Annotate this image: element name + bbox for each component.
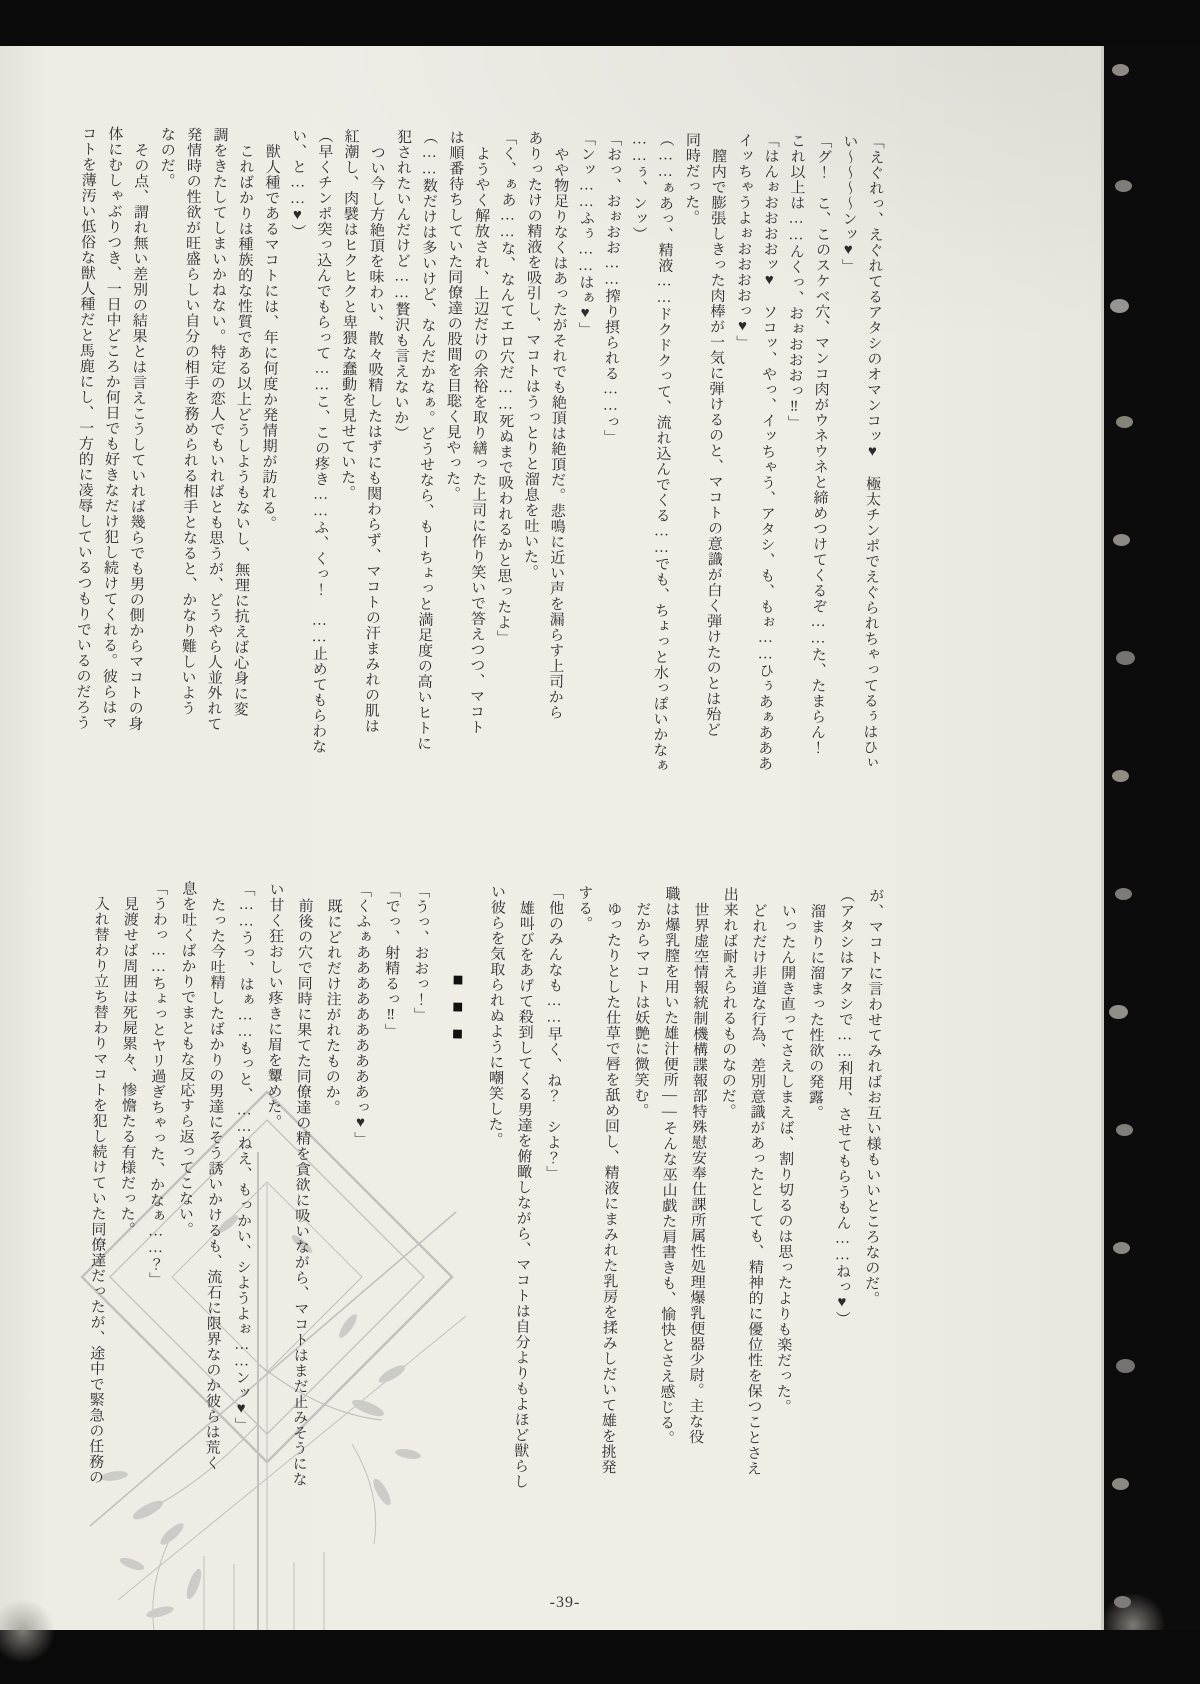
text-column: ようやく解放され、上辺だけの余裕を取り繕った上司に作り笑いで答えつつ、マコト (467, 145, 491, 735)
text-column: 膣内で膨張しきった肉棒が一気に弾けるのと、マコトの意識が白く弾けたのとは殆ど (704, 147, 727, 737)
right-page-edge (1104, 0, 1200, 1684)
text-column: 溜まりに溜まった性欲の発露。 (806, 902, 825, 1120)
text-column: （……ぁあっ、精液……ドクドクって、流れ込んでくる……でも、ちょっと水っぽいかなぁ (651, 131, 675, 774)
text-column: こればかりは種族的な性質である以上どうしようもないし、無理に抗えば心身に変 (231, 142, 254, 717)
text-column: 見渡せば周囲は死屍累々、惨憺たる有様だった。 (118, 895, 138, 1237)
text-column: やや物足りなくはあったがそれでも絶頂は絶頂だ。悲鳴に近い声を漏らす上司から (546, 145, 569, 720)
text-column: （早くチンポ突っ込んでもらって……こ、この疼き……ふ、くっ！ ……止めてもらわな (310, 128, 333, 755)
bottom-border (0, 1630, 1200, 1684)
text-column: 紅潮し、肉襞はヒクヒクと卑猥な蠢動を見せていた。 (339, 128, 360, 501)
text-column: 入れ替わり立ち替わりマコトを犯し続けていた同僚達だったが、途中で緊急の任務の (86, 895, 109, 1485)
paper-edge-highlight (1101, 46, 1104, 1630)
text-column: 同時だった。 (683, 131, 701, 226)
text-column: が、マコトに言わせてみればお互い様もいいところなのだ。 (862, 887, 884, 1307)
text-column: だからマコトは妖艶に微笑む。 (631, 900, 651, 1118)
text-column: する。 (575, 884, 593, 932)
upper-text-block (68, 125, 889, 833)
text-column: 「うわっ……ちょっとヤリ過ぎちゃった、かなぁ……？」 (146, 880, 167, 1288)
text-column: いったん開き直ってさえしまえば、割り切るのは思ったよりも楽だった。 (774, 902, 796, 1414)
text-column: ……ぅ、ンッ） (630, 131, 648, 242)
text-column: 世界虚空情報統制機構諜報部特殊慰安奉仕課所属性処理爆乳便器少尉。主な役 (686, 901, 709, 1445)
text-column: イッちゃうよぉおおおおっ♥」 (734, 132, 753, 351)
text-column: い甘く狂おしい疼きに眉を顰めた。 (264, 881, 284, 1130)
text-column: 息を吐くばかりでまともな反応すら返ってこない。 (176, 880, 197, 1238)
text-column: は順番待ちしていた同僚達の股間を目聡く見やった。 (444, 129, 465, 502)
section-divider: ■■■ (446, 969, 468, 1051)
text-column: 職は爆乳膣を用いた雄汁便所――そんな巫山戯た肩書きも、愉快とさえ感じる。 (657, 885, 680, 1446)
text-column: 「くふぁああああああああああっ♥」 (351, 882, 371, 1148)
page-number: -39- (549, 1594, 581, 1611)
text-column: 調をきたしてしまいかねない。特定の恋人でもいればとも思うが、どうやら人並外れて (205, 126, 228, 732)
text-column: 既にどれだけ注がれたものか。 (323, 897, 342, 1115)
text-column: 「……うっ、はぁ……もっと、……ねえ、もっかい、シようよぉ……ンッ♥」 (232, 881, 255, 1433)
text-column: ゆったりとした仕草で唇を舐め回し、精液にまみれた乳房を揉みしだいて雄を挑発 (599, 900, 622, 1475)
text-column: い彼らを気取られぬように嘲笑した。 (486, 883, 505, 1148)
text-column: 「グ！ こ、このスケベ穴、マンコ肉がウネウネと締めつけてくるぞ……た、たまらん！ (808, 133, 832, 756)
text-column: これ以上は……んくっ、おぉおおおっ‼」 (786, 132, 806, 431)
text-column: 出来れば耐えられるものなのだ。 (719, 886, 738, 1119)
lower-text-block (78, 880, 889, 1588)
text-column: 体にむしゃぶりつき、一日中どころか何日でも好きなだけ犯し続けてくれる。彼らはマ (100, 125, 123, 731)
text-column: 「く、ぁあ……な、なんてエロ穴だ……死ぬまで吸われるかと思ったよ」 (495, 129, 517, 646)
text-column: い～～～～ンッ♥」 (840, 133, 858, 275)
text-column: 「他のみんなも……早く、ね？ シよ？」 (543, 884, 563, 1182)
top-border (0, 0, 1200, 46)
text-column: たった今吐精したばかりの男達にそう誘いかけるも、流石に限界なのか彼らは荒く (202, 896, 225, 1471)
text-column: い、と……♥） (289, 127, 307, 240)
text-column: 「えぐれっ、えぐれてるアタシのオマンコッ♥ 極太チンポでえぐられちゃってるぅはひぃ (861, 133, 885, 771)
text-column: どれだけ非道な行為、差別意識があったとしても、精神的に優位性を保つことさえ (744, 902, 767, 1476)
text-column: 「はんぉおおおおッ♥ ソコッ、やっ、イッちゃう、アタシ、も、もぉ……ひぅあぁあああ (756, 132, 780, 772)
text-column: 「うっ、おおっ！」 (411, 883, 429, 1023)
text-column: 「おっ、おぉおお……搾り摂られる……っ」 (602, 131, 622, 446)
text-column: 犯されたいんだけど……贅沢も言えないか） (392, 128, 412, 441)
text-column: 雄叫びをあげて殺到してくる男達を俯瞰しながら、マコトは自分よりもよほど獣らし (511, 899, 534, 1489)
paper (0, 46, 1104, 1630)
page-edge-artifacts (1112, 64, 1129, 76)
text-column: 発情時の性欲が旺盛らしい自分の相手を務められる相手となると、かなり難しいよう (179, 126, 202, 716)
text-column: 「ンッ……ふぅ……はぁ♥」 (577, 130, 596, 338)
text-column: 「でっ、射精るっ‼」 (382, 882, 400, 1039)
text-column: なのだ。 (158, 126, 176, 189)
text-column: その点、謂れ無い差別の結果とは言えこうしていれば幾らでも男の側からマコトの身 (126, 141, 149, 731)
text-column: （アタシはアタシで……利用、させてもらうもん……ねっ♥） (833, 887, 854, 1327)
text-column: （……数だけは多いけど、なんだかなぁ。どうせなら、もーちょっと満足度の高いヒトに (415, 129, 438, 752)
text-column: 前後の穴で同時に果てた同僚達の精を貪欲に吸いながら、マコトはまだ止みそうにな (290, 897, 313, 1487)
text-column: 獣人種であるマコトには、年に何度か発情期が訪れる。 (260, 142, 281, 531)
text-column: つい今し方絶頂を味わい、散々吸精したはずにも関わらず、マコトの汗まみれの肌は (362, 144, 386, 734)
text-column: コトを薄汚い低俗な獣人種だと馬鹿にし、一方的に凌辱しているつもりでいるのだろう (74, 125, 97, 731)
text-column: ありったけの精液を吸引し、マコトはうっとりと溜息を吐いた。 (522, 130, 543, 580)
